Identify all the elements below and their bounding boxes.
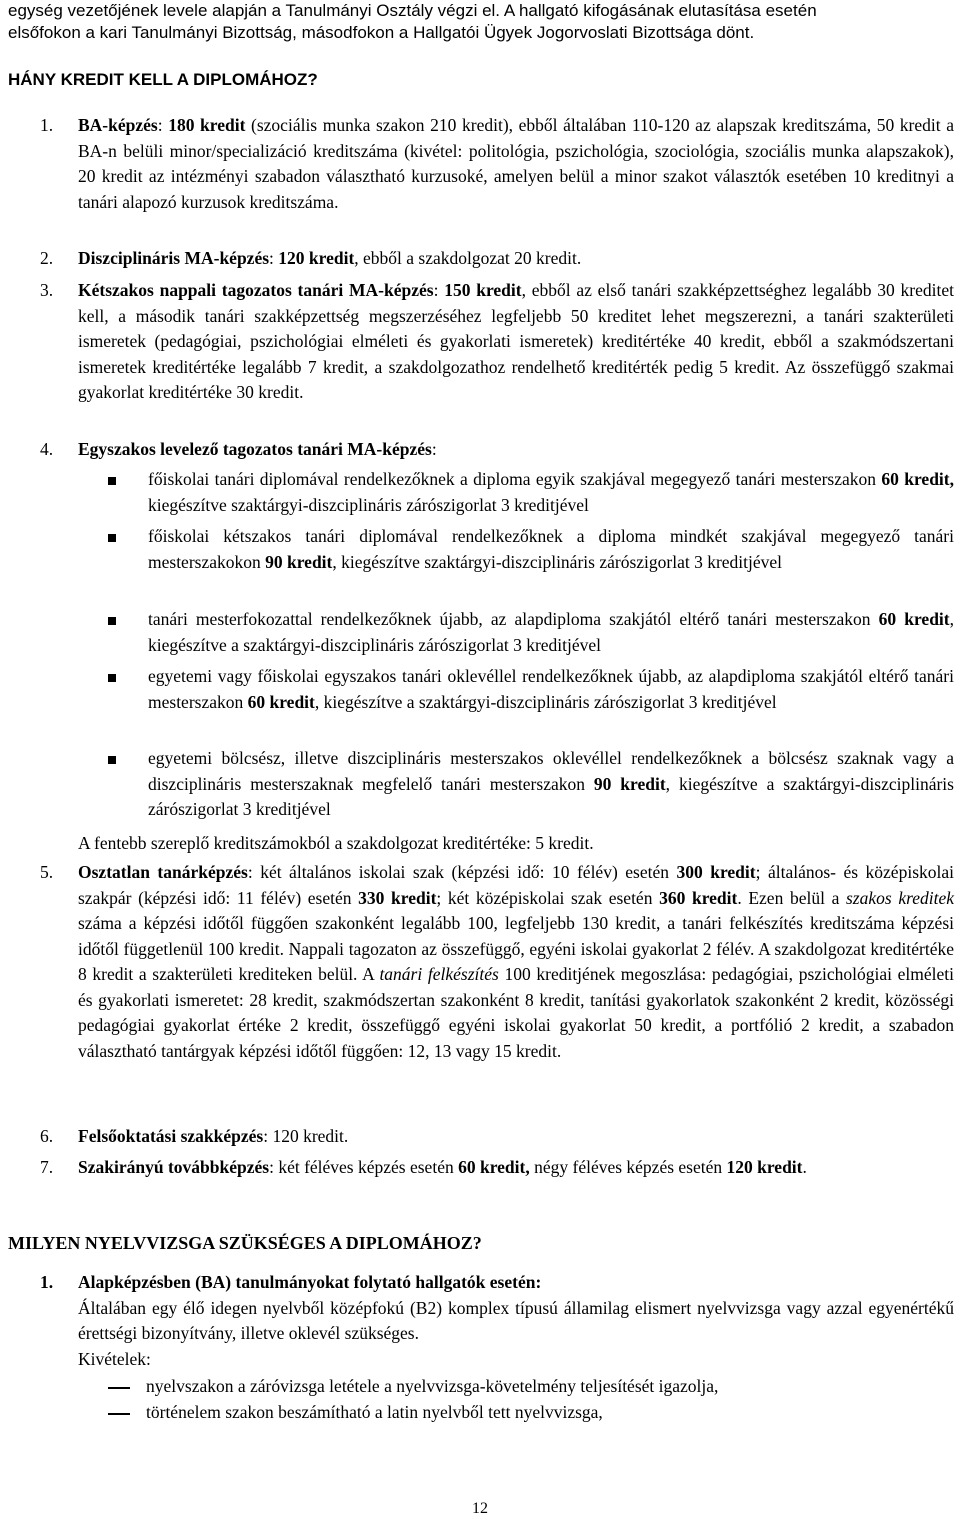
bullets-note: A fentebb szereplő kreditszámokból a szakdolgozat kreditértéke: 5 kredit.: [78, 833, 594, 853]
language-item-text: Általában egy élő idegen nyelvből középfokú (B2) komplex típusú államilag elismert nyelvvizsga vagy azzal egyenértékű érettségi bizonyítvány, illetve oklevél szükséges.: [78, 1297, 954, 1343]
list-item-5: 5. Osztatlan tanárképzés: két általános iskolai szak (képzési idő: 10 félév) esetén 300 kredit; általános- és középiskolai szakpár (képzési idő: 11 félév) esetén 330 kredit; két középiskolai szak esetén 360 kredit. Ezen belül a szakos kreditek száma a képzési időtől függően szakonként legalább 100, legfeljebb 130 kredit, a tanári felkészítés kreditszáma képzési időtől függetlenül 100 kredit. Nappali tagozaton az összefüggő, egyéni iskolai gyakorlat 2 félév. A szakdolgozat kreditértéke 8 kredit a szakterületi krediteken belül. A tanári felkészítés 100 kreditjének megoszlása: pedagógiai, pszichológiai elméleti és gyakorlati ismeretet: 28 kredit, szakmódszertan szakonként 8 kredit, tanítási gyakorlatok szakonként 2 kredit, közösségi pedagógiai gyakorlat értéke 2 kredit, összefüggő egyéni iskolai gyakorlat 50 kredit, a portfólió 2 kredit, a szabadon választható tantárgyak képzési időtől függően: 12, 13 vagy 15 kredit.: [40, 862, 955, 1061]
list-item: egyetemi vagy főiskolai egyszakos tanári oklevéllel rendelkezőknek újabb, az alapdiploma szakjától eltérő tanári mesterszakon 60 kredit, kiegészítve a szaktárgyi-diszciplináris zárószigorlat 3 kreditjével: [108, 664, 954, 715]
square-bullet-icon: [108, 617, 116, 625]
square-bullet-icon: [108, 477, 116, 485]
list-item: főiskolai tanári diplomával rendelkezőknek a diploma egyik szakjával megegyező tanári mesterszakon 60 kredit, kiegészítve szaktárgyi-diszciplináris zárószigorlat 3 kreditjével: [108, 467, 954, 518]
list-item: főiskolai kétszakos tanári diplomával rendelkezőknek a diploma mindkét szakjával megegyező tanári mesterszakokon 90 kredit, kiegészítve szaktárgyi-diszciplináris zárószigorlat 3 kreditjével: [108, 524, 954, 575]
exceptions-label: Kivételek:: [78, 1348, 151, 1369]
list-item: történelem szakon beszámítható a latin nyelvből tett nyelvvizsga,: [108, 1400, 954, 1426]
dash-bullet-icon: [108, 1413, 130, 1415]
language-item-title: Alapképzésben (BA) tanulmányokat folytató hallgatók esetén:: [78, 1272, 542, 1292]
intro-line-1: egység vezetőjének levele alapján a Tanulmányi Osztály végzi el. A hallgató kifogásának elutasítása esetén: [8, 1, 817, 20]
list-item-6: 6. Felsőoktatási szakképzés: 120 kredit.: [40, 1126, 349, 1146]
square-bullet-icon: [108, 674, 116, 682]
square-bullet-icon: [108, 534, 116, 542]
list-item-7: 7. Szakirányú továbbképzés: két féléves képzés esetén 60 kredit, négy féléves képzés esetén 120 kredit.: [40, 1157, 807, 1177]
list-item: tanári mesterfokozattal rendelkezőknek újabb, az alapdiploma szakjától eltérő tanári mesterszakon 60 kredit, kiegészítve a szaktárgyi-diszciplináris zárószigorlat 3 kreditjével: [108, 607, 954, 658]
language-item-1: 1. Alapképzésben (BA) tanulmányokat folytató hallgatók esetén: Általában egy élő idegen nyelvből középfokú (B2) komplex típusú államilag elismert nyelvvizsga vagy azzal egyenértékű érettségi bizonyítvány, illetve oklevél szükséges. Kivételek:: [8, 1270, 954, 1372]
list-item-4: 4. Egyszakos levelező tagozatos tanári MA-képzés:: [40, 439, 437, 459]
intro-line-2: elsőfokon a kari Tanulmányi Bizottság, másodfokon a Hallgatói Ügyek Jogorvoslati Bizottsága dönt.: [8, 23, 755, 42]
list-item-3: 3. Kétszakos nappali tagozatos tanári MA-képzés: 150 kredit, ebből az első tanári szakképzettséghez legalább 30 kreditet kell, a második tanári szakképzettség megszerzéséhez legfeljebb 50 kreditet lehet megszerezni, a tanári szakterületi ismeretek (pedagógiai, pszichológiai elméleti és gyakorlati ismeretek) kreditértéke 40 kredit, ebből a szakmódszertani ismeretek kreditértéke legalább 7 kredit, a szakdolgozathoz rendelhető kreditérték pedig 5 kredit. Az összefüggő szakmai gyakorlat kreditértéke 30 kredit.: [40, 280, 955, 402]
section-heading-language-exam: MILYEN NYELVVIZSGA SZÜKSÉGES A DIPLOMÁHOZ?: [8, 1233, 482, 1253]
dash-bullet-icon: [108, 1387, 130, 1389]
list-item-2: 2. Diszciplináris MA-képzés: 120 kredit, ebből a szakdolgozat 20 kredit.: [40, 248, 582, 268]
list-item: egyetemi bölcsész, illetve diszciplináris mesterszakos oklevéllel rendelkezőknek a bölcsész szaknak vagy a diszciplináris mesterszaknak megfelelő tanári mesterszakon 90 kredit, kiegészítve a szaktárgyi-diszciplináris zárószigorlat 3 kreditjével: [108, 746, 954, 823]
list-item-1: 1. BA-képzés: 180 kredit (szociális munka szakon 210 kredit), ebből általában 110-120 az alapszak kreditszáma, 50 kredit a BA-n belüli minor/specializáció kreditszáma (kivétel: politológia, pszichológia, szociológia, szociális munka alapszakok), 20 kredit az intézményi szabadon választható kurzusoké, amelyen belül a minor szakot választók esetében 10 kreditnyi a tanári alapozó kurzusok kreditszáma.: [40, 115, 954, 212]
list-item: nyelvszakon a záróvizsga letétele a nyelvvizsga-követelmény teljesítését igazolja,: [108, 1374, 954, 1400]
page-number: 12: [472, 1500, 488, 1517]
intro-paragraph: [8, 0, 954, 44]
section-heading-credits: HÁNY KREDIT KELL A DIPLOMÁHOZ?: [8, 70, 318, 89]
square-bullet-icon: [108, 756, 116, 764]
